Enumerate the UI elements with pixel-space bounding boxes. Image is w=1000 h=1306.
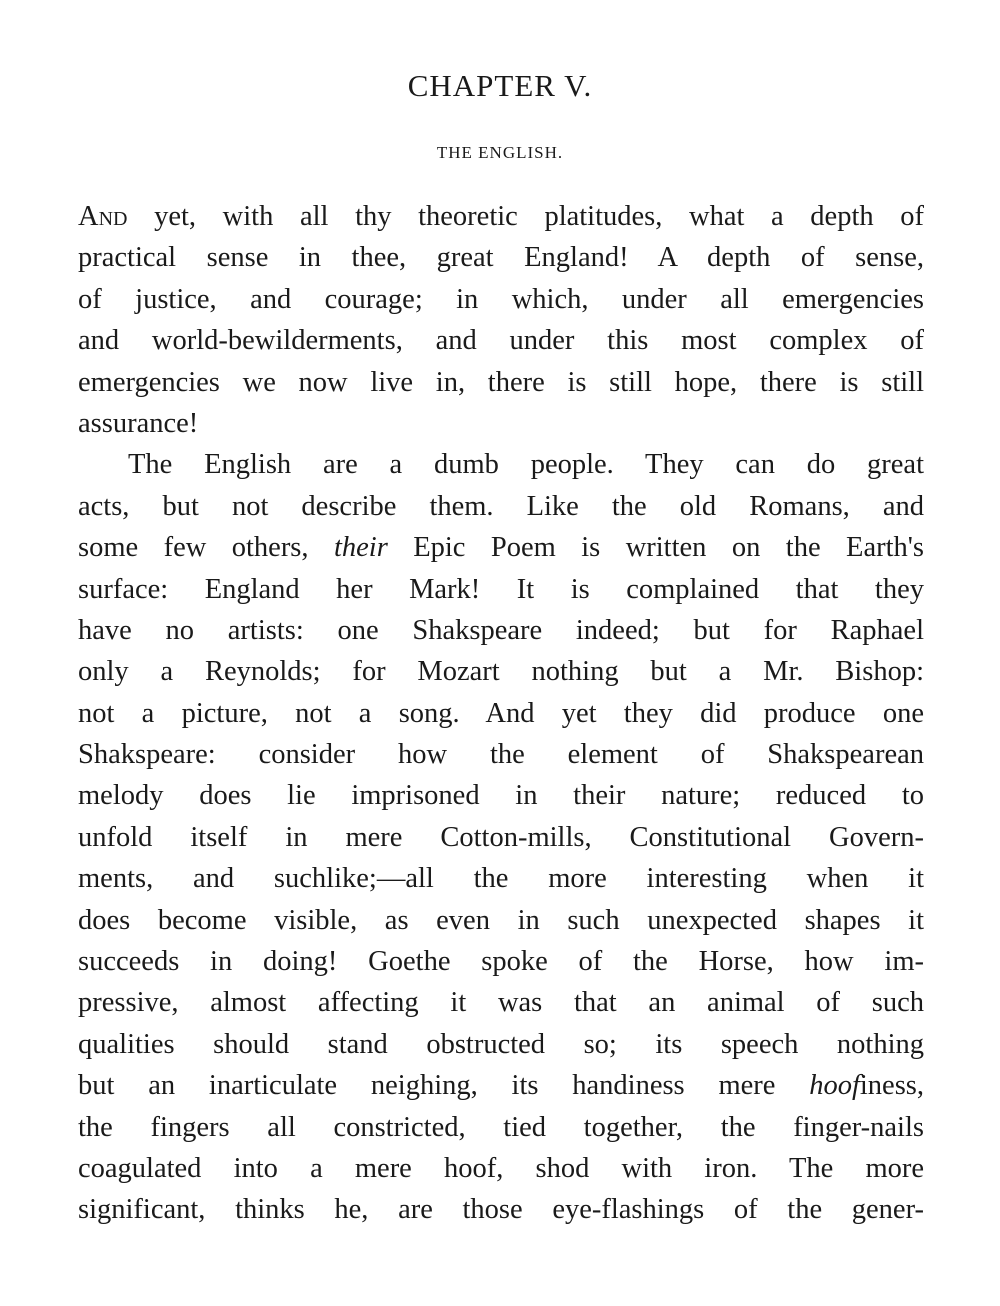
text-line: And yet, with all thy theoretic platitudes, what a depth of <box>78 201 924 232</box>
paragraph-2 <box>78 444 924 1230</box>
text-line: pressive, almost affecting it was that an animal of such <box>78 987 924 1019</box>
text-line: succeeds in doing! Goethe spoke of the Horse, how im- <box>78 946 924 978</box>
text-line: have no artists: one Shakspeare indeed; but for Raphael <box>78 614 924 646</box>
text-line: practical sense in thee, great England! A depth of sense, <box>78 242 924 274</box>
text-line: ments, and suchlike;—all the more interesting when it <box>78 863 924 895</box>
text-line: emergencies we now live in, there is still hope, there is still <box>78 366 924 398</box>
text-line: acts, but not describe them. Like the old Romans, and <box>78 490 924 522</box>
text-line: but an inarticulate neighing, its handiness mere hoofiness, <box>78 1070 924 1102</box>
text-line: The English are a dumb people. They can do great <box>128 449 924 481</box>
paragraph-1 <box>78 196 924 444</box>
opening-word: And <box>78 201 128 232</box>
text-line: does become visible, as even in such unexpected shapes it <box>78 904 924 936</box>
text-line: not a picture, not a song. And yet they did produce one <box>78 697 924 729</box>
italic-word: their <box>333 532 388 564</box>
text-line: assurance! <box>78 407 199 439</box>
chapter-title: CHAPTER V. <box>407 68 593 103</box>
text-line: the fingers all constricted, tied together, the finger-nails <box>78 1111 924 1143</box>
text-line: significant, thinks he, are those eye-flashings of the gener- <box>78 1194 924 1226</box>
text-line: melody does lie imprisoned in their nature; reduced to <box>78 780 924 812</box>
chapter-subtitle: THE ENGLISH. <box>436 143 564 162</box>
text-line: surface: England her Mark! It is complained that they <box>78 573 924 605</box>
text-line: only a Reynolds; for Mozart nothing but a Mr. Bishop: <box>78 656 924 688</box>
text-line: and world-bewilderments, and under this most complex of <box>78 325 924 357</box>
text-line: coagulated into a mere hoof, shod with iron. The more <box>78 1152 924 1184</box>
text-line: Shakspeare: consider how the element of Shakspearean <box>78 739 924 771</box>
text-line: some few others, their Epic Poem is written on the Earth's <box>78 532 924 564</box>
text-line: of justice, and courage; in which, under all emergencies <box>78 283 924 315</box>
italic-word: hoof <box>809 1070 860 1102</box>
text-line: qualities should stand obstructed so; its speech nothing <box>78 1028 924 1060</box>
text-line: unfold itself in mere Cotton-mills, Constitutional Govern- <box>78 821 924 853</box>
body-text <box>78 196 924 1231</box>
